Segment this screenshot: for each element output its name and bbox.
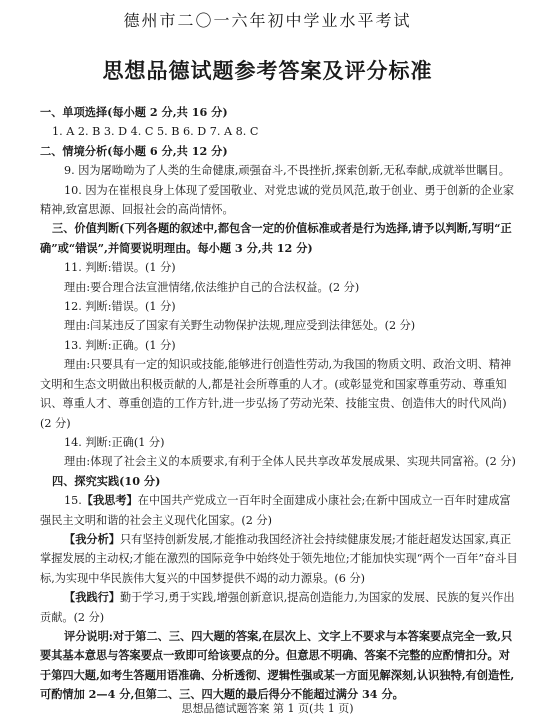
section-1-answers: 1. A 2. B 3. D 4. C 5. B 6. D 7. A 8. C — [52, 125, 259, 139]
question-10-answer: 10. 因为在崔根良身上体现了爱国敬业、对党忠诚的党员风范,敢于创业、勇于创新的企业家精神,致富思源、回报社会的高尚情怀。 — [40, 183, 515, 217]
question-13-judgment: 13. 判断:正确。(1 分) — [64, 338, 176, 352]
section-3-heading: 三、价值判断(下列各题的叙述中,都包含一定的价值标准或者是行为选择,请予以判断,写明“正确”或“错误”,并简要说明理由。每小题 3 分,共 12 分) — [40, 221, 512, 255]
document-body — [40, 103, 518, 705]
practice-text: 勤于学习,勇于实践,增强创新意识,提高创造能力,为国家的发展、民族的复兴作出贡献。(2 分) — [40, 591, 515, 624]
scoring-note: 评分说明:对于第二、三、四大题的答案,在层次上、文字上不要求与本答案要点完全一致,只要其基本意思与答案要点一致即可给该要点的分。但意思不明确、答案不完整的应酌情扣分。对于第四大题,如考生答题用语准确、分析透彻、逻辑性强或某一方面见解深刻,认识独特,有创造性,可酌情加 2—4 分,但第二、三、四大题的最后得分不能超过满分 34 分。 — [40, 628, 515, 702]
question-13-reason: 理由:只要具有一定的知识或技能,能够进行创造性劳动,为我国的物质文明、政治文明、精神文明和生态文明做出积极贡献的人,都是社会所尊重的人才。(或彰显党和国家尊重劳动、尊重知识、尊重人才、尊重创造的工作方针,进一步弘扬了劳动光荣、技能宝贵、创造伟大的时代风尚)(2 分) — [40, 358, 512, 430]
question-12-judgment: 12. 判断:错误。(1 分) — [64, 300, 176, 314]
question-11-reason: 理由:要合理合法宣泄情绪,依法维护自己的合法权益。(2 分) — [64, 280, 360, 294]
question-12-reason: 理由:闫某违反了国家有关野生动物保护法规,理应受到法律惩处。(2 分) — [64, 319, 416, 333]
analyze-tag: 【我分析】 — [64, 531, 120, 546]
document-title: 思想品德试题参考答案及评分标准 — [102, 58, 433, 83]
question-15-number: 15. — [64, 494, 82, 508]
think-tag: 【我思考】 — [81, 493, 138, 508]
question-9-answer: 9. 因为屠呦呦为了人类的生命健康,顽强奋斗,不畏挫折,探索创新,无私奉献,成就举世瞩目。 — [64, 164, 510, 178]
section-2-heading: 二、情境分析(每小题 6 分,共 12 分) — [40, 143, 228, 158]
question-15-practice — [40, 588, 518, 627]
question-11-judgment: 11. 判断:错误。(1 分) — [64, 261, 176, 275]
exam-title: 德州市二〇一六年初中学业水平考试 — [123, 11, 412, 30]
think-text: 在中国共产党成立一百年时全面建成小康社会;在新中国成立一百年时建成富强民主文明和谐的社会主义现代化国家。(2 分) — [40, 494, 511, 527]
question-15-analyze — [40, 530, 518, 588]
practice-tag: 【我践行】 — [64, 590, 120, 605]
section-4-heading: 四、探究实践(10 分) — [52, 473, 161, 488]
question-14-judgment: 14. 判断:正确(1 分) — [64, 435, 165, 449]
question-14-reason: 理由:体现了社会主义的本质要求,有利于全体人民共享改革发展成果、实现共同富裕。(2 分) — [64, 455, 516, 469]
page-footer: 思想品德试题答案 第 1 页(共 1 页) — [181, 702, 354, 715]
analyze-text: 只有坚持创新发展,才能推动我国经济社会持续健康发展;才能赶超发达国家,真正掌握发展的主动权;才能在激烈的国际竞争中始终处于领先地位;才能加快实现“两个一百年”奋斗目标,为实现中华民族伟大复兴的中国梦提供不竭的动力源泉。(6 分) — [40, 532, 518, 585]
question-15-think — [40, 491, 518, 530]
section-1-heading: 一、单项选择(每小题 2 分,共 16 分) — [40, 105, 228, 119]
